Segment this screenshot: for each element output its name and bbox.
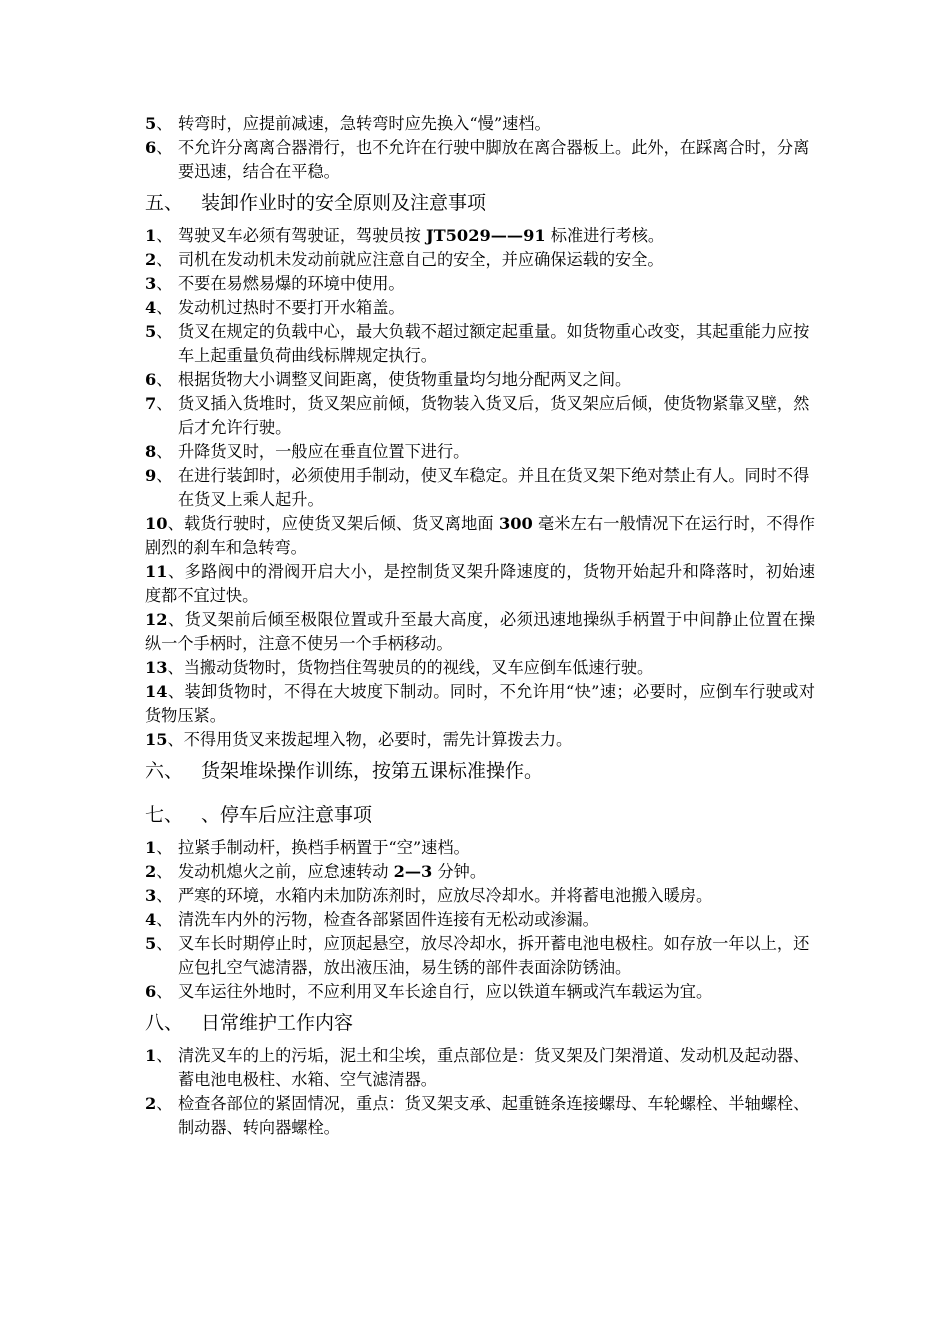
item-text: 装卸货物时，不得在大坡度下制动。同时，不允许用“快”速；必要时，应倒车行驶或对货物压紧。 <box>145 682 815 725</box>
item-text: 升降货叉时，一般应在垂直位置下进行。 <box>178 442 470 461</box>
item-number: 1 <box>145 1046 157 1065</box>
item-text: 发动机过热时不要打开水箱盖。 <box>178 298 405 317</box>
item-number: 5 <box>145 934 157 953</box>
list-item: 11、多路阀中的滑阀开启大小，是控制货叉架升降速度的，货物开始起升和降落时，初始速度都不宜过快。 <box>145 562 816 605</box>
standard-code: JT5029——91 <box>425 226 546 245</box>
list-item: 2、 检查各部位的紧固情况，重点：货叉架支承、起重链条连接螺母、车轮螺栓、半轴螺栓、制动器、转向器螺栓。 <box>145 1094 810 1137</box>
item-text: 根据货物大小调整叉间距离，使货物重量均匀地分配两叉之间。 <box>178 370 632 389</box>
list-item: 6、 不允许分离离合器滑行，也不允许在行驶中脚放在离合器板上。此外，在踩离合时，分离要迅速，结合在平稳。 <box>145 138 810 181</box>
list-item: 3、 不要在易燃易爆的环境中使用。 <box>145 274 405 293</box>
list-item: 1、 拉紧手制动杆，换档手柄置于“空”速档。 <box>145 838 470 857</box>
item-text: 拉紧手制动杆，换档手柄置于“空”速档。 <box>178 838 470 857</box>
item-number: 5 <box>145 114 157 133</box>
section-title: 日常维护工作内容 <box>201 1012 354 1034</box>
list-item: 2、 司机在发动机未发动前就应注意自己的安全，并应确保运载的安全。 <box>145 250 664 269</box>
item-number: 4 <box>145 910 157 929</box>
item-text: 货叉插入货堆时，货叉架应前倾，货物装入货叉后，货叉架应后倾，使货物紧靠叉壁，然后才允许行驶。 <box>178 394 810 437</box>
item-number: 9 <box>145 466 157 485</box>
item-number: 13 <box>145 658 168 677</box>
list-item: 7、 货叉插入货堆时，货叉架应前倾，货物装入货叉后，货叉架应后倾，使货物紧靠叉壁，然后才允许行驶。 <box>145 394 810 437</box>
item-number: 6 <box>145 138 157 157</box>
distance-value: 300 <box>498 514 533 533</box>
item-text: 货叉架前后倾至极限位置或升至最大高度，必须迅速地操纵手柄置于中间静止位置在操纵一个手柄时，注意不使另一个手柄移动。 <box>145 610 816 653</box>
item-text: 不允许分离离合器滑行，也不允许在行驶中脚放在离合器板上。此外，在踩离合时，分离要迅速，结合在平稳。 <box>178 138 810 181</box>
item-text: 叉车运往外地时，不应利用叉车长途自行，应以铁道车辆或汽车载运为宜。 <box>178 982 713 1001</box>
list-item: 10、载货行驶时，应使货叉架后倾、货叉离地面 300 毫米左右一般情况下在运行时，不得作剧烈的刹车和急转弯。 <box>145 514 815 557</box>
section-title: 、停车后应注意事项 <box>201 804 373 826</box>
item-text: 毫米左右一般情况下在运行时，不得作剧烈的刹车和急转弯。 <box>145 514 815 557</box>
list-item: 9、 在进行装卸时，必须使用手制动，使叉车稳定。并且在货叉架下绝对禁止有人。同时不得在货叉上乘人起升。 <box>145 466 810 509</box>
item-number: 6 <box>145 370 157 389</box>
item-text: 货叉在规定的负载中心，最大负载不超过额定起重量。如货物重心改变，其起重能力应按车上起重量负荷曲线标牌规定执行。 <box>178 322 810 365</box>
item-number: 15 <box>145 730 168 749</box>
section-heading-6 <box>145 756 815 786</box>
list-item: 6、 根据货物大小调整叉间距离，使货物重量均匀地分配两叉之间。 <box>145 370 632 389</box>
item-number: 2 <box>145 250 157 269</box>
item-text: 清洗车内外的污物，检查各部紧固件连接有无松动或渗漏。 <box>178 910 599 929</box>
section-title: 装卸作业时的安全原则及注意事项 <box>201 192 487 214</box>
duration-value: 2—3 <box>393 862 433 881</box>
item-number: 10 <box>145 514 168 533</box>
list-item: 8、 升降货叉时，一般应在垂直位置下进行。 <box>145 442 470 461</box>
item-text: 当搬动货物时，货物挡住驾驶员的的视线，叉车应倒车低速行驶。 <box>183 658 654 677</box>
item-text: 检查各部位的紧固情况，重点：货叉架支承、起重链条连接螺母、车轮螺栓、半轴螺栓、制动器、转向器螺栓。 <box>178 1094 810 1137</box>
list-item: 5、 货叉在规定的负载中心，最大负载不超过额定起重量。如货物重心改变，其起重能力应按车上起重量负荷曲线标牌规定执行。 <box>145 322 810 365</box>
item-number: 11 <box>145 562 168 581</box>
list-item: 2、 发动机熄火之前，应怠速转动 2—3 分钟。 <box>145 862 487 881</box>
list-item: 15、不得用货叉来拨起埋入物，必要时，需先计算拨去力。 <box>145 730 573 749</box>
list-item: 6、 叉车运往外地时，不应利用叉车长途自行，应以铁道车辆或汽车载运为宜。 <box>145 982 713 1001</box>
list-item: 3、 严寒的环境，水箱内未加防冻剂时，应放尽冷却水。并将蓄电池搬入暖房。 <box>145 886 713 905</box>
item-number: 2 <box>145 1094 157 1113</box>
section-number: 七、 <box>145 804 184 826</box>
list-item: 1、 驾驶叉车必须有驾驶证，驾驶员按 JT5029——91 标准进行考核。 <box>145 226 665 245</box>
document-body <box>145 112 815 1140</box>
item-text: 不得用货叉来拨起埋入物，必要时，需先计算拨去力。 <box>183 730 573 749</box>
item-text: 在进行装卸时，必须使用手制动，使叉车稳定。并且在货叉架下绝对禁止有人。同时不得在货叉上乘人起升。 <box>178 466 810 509</box>
section-number: 八、 <box>145 1012 184 1034</box>
item-text: 驾驶叉车必须有驾驶证，驾驶员按 <box>178 226 426 245</box>
list-item: 12、货叉架前后倾至极限位置或升至最大高度，必须迅速地操纵手柄置于中间静止位置在操纵一个手柄时，注意不使另一个手柄移动。 <box>145 610 816 653</box>
list-item: 5、 叉车长时期停止时，应顶起悬空，放尽冷却水，拆开蓄电池电极柱。如存放一年以上，还应包扎空气滤清器，放出液压油，易生锈的部件表面涂防锈油。 <box>145 934 810 977</box>
item-number: 8 <box>145 442 157 461</box>
item-number: 1 <box>145 226 157 245</box>
item-number: 3 <box>145 274 157 293</box>
section-title: 货架堆垛操作训练，按第五课标准操作。 <box>201 760 544 782</box>
section-heading-8 <box>145 1008 815 1038</box>
item-number: 4 <box>145 298 157 317</box>
item-text: 载货行驶时，应使货叉架后倾、货叉离地面 <box>183 514 499 533</box>
item-number: 14 <box>145 682 168 701</box>
item-number: 7 <box>145 394 157 413</box>
item-text: 严寒的环境，水箱内未加防冻剂时，应放尽冷却水。并将蓄电池搬入暖房。 <box>178 886 713 905</box>
list-item: 13、当搬动货物时，货物挡住驾驶员的的视线，叉车应倒车低速行驶。 <box>145 658 654 677</box>
list-item: 1、 清洗叉车的上的污垢，泥土和尘埃，重点部位是：货叉架及门架滑道、发动机及起动器、蓄电池电极柱、水箱、空气滤清器。 <box>145 1046 810 1089</box>
list-item: 14、装卸货物时，不得在大坡度下制动。同时，不允许用“快”速；必要时，应倒车行驶或对货物压紧。 <box>145 682 815 725</box>
item-number: 2 <box>145 862 157 881</box>
section-heading-7 <box>145 800 815 830</box>
item-number: 1 <box>145 838 157 857</box>
item-number: 12 <box>145 610 168 629</box>
item-text: 司机在发动机未发动前就应注意自己的安全，并应确保运载的安全。 <box>178 250 664 269</box>
section-heading-5 <box>145 188 815 218</box>
item-text: 清洗叉车的上的污垢，泥土和尘埃，重点部位是：货叉架及门架滑道、发动机及起动器、蓄电池电极柱、水箱、空气滤清器。 <box>178 1046 810 1089</box>
item-text: 不要在易燃易爆的环境中使用。 <box>178 274 405 293</box>
item-text: 转弯时，应提前减速，急转弯时应先换入“慢”速档。 <box>178 114 551 133</box>
item-text: 分钟。 <box>432 862 487 881</box>
list-item: 5、 转弯时，应提前减速，急转弯时应先换入“慢”速档。 <box>145 114 551 133</box>
list-item: 4、 发动机过热时不要打开水箱盖。 <box>145 298 405 317</box>
item-number: 5 <box>145 322 157 341</box>
item-text: 叉车长时期停止时，应顶起悬空，放尽冷却水，拆开蓄电池电极柱。如存放一年以上，还应包扎空气滤清器，放出液压油，易生锈的部件表面涂防锈油。 <box>178 934 810 977</box>
item-text: 标准进行考核。 <box>545 226 665 245</box>
list-item: 4、 清洗车内外的污物，检查各部紧固件连接有无松动或渗漏。 <box>145 910 599 929</box>
section-number: 六、 <box>145 760 184 782</box>
section-number: 五、 <box>145 192 184 214</box>
item-text: 多路阀中的滑阀开启大小，是控制货叉架升降速度的，货物开始起升和降落时，初始速度都不宜过快。 <box>145 562 816 605</box>
item-number: 3 <box>145 886 157 905</box>
item-number: 6 <box>145 982 157 1001</box>
item-text: 发动机熄火之前，应怠速转动 <box>178 862 394 881</box>
